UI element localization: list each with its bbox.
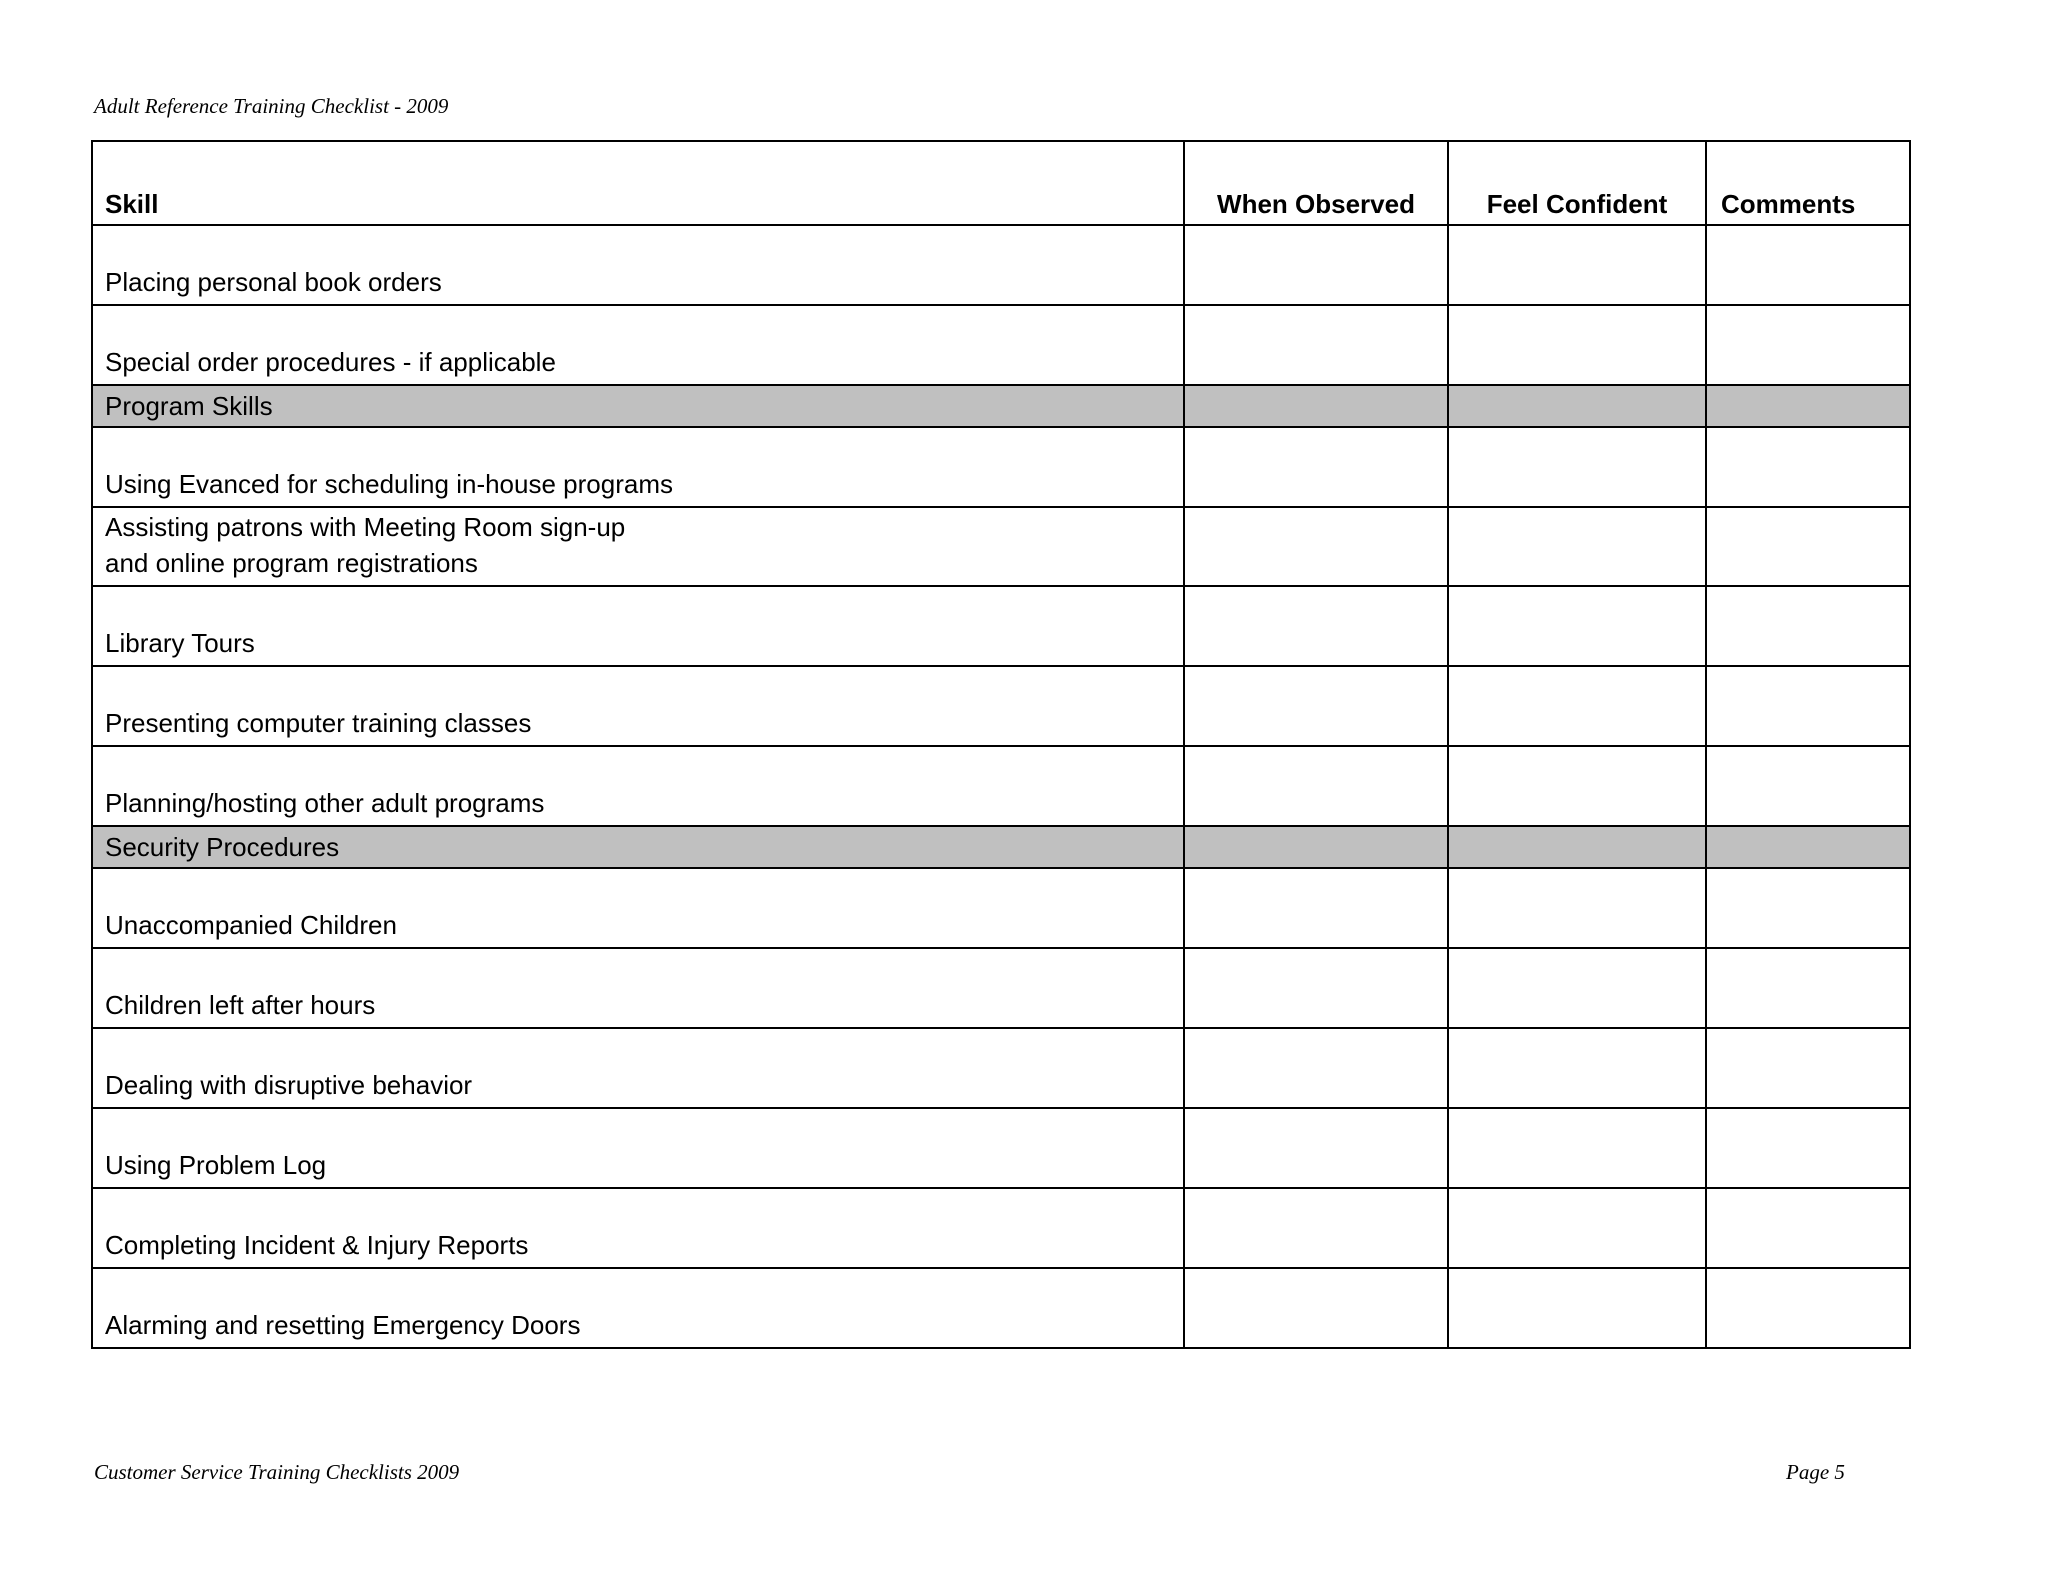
skill-label: Completing Incident & Injury Reports — [105, 1230, 529, 1260]
skill-label: Library Tours — [105, 628, 255, 658]
feel-confident-cell[interactable] — [1448, 1028, 1706, 1108]
training-checklist-table — [91, 140, 1911, 1349]
comments-cell[interactable] — [1706, 427, 1910, 507]
skill-label: Unaccompanied Children — [105, 910, 397, 940]
when-observed-cell[interactable] — [1184, 666, 1448, 746]
page-header-title: Adult Reference Training Checklist - 2009 — [94, 94, 449, 118]
table-row — [92, 1188, 1910, 1268]
section-empty-cell — [1706, 385, 1910, 427]
column-header-when-observed: When Observed — [1184, 141, 1448, 225]
skill-cell — [92, 666, 1184, 746]
comments-cell[interactable] — [1706, 868, 1910, 948]
table-row — [92, 948, 1910, 1028]
skill-cell — [92, 746, 1184, 826]
feel-confident-cell[interactable] — [1448, 1108, 1706, 1188]
table-row — [92, 225, 1910, 305]
feel-confident-cell[interactable] — [1448, 868, 1706, 948]
skill-cell — [92, 1108, 1184, 1188]
when-observed-cell[interactable] — [1184, 586, 1448, 666]
comments-cell[interactable] — [1706, 1188, 1910, 1268]
skill-label: Using Evanced for scheduling in-house programs — [105, 469, 673, 499]
comments-cell[interactable] — [1706, 586, 1910, 666]
comments-cell[interactable] — [1706, 666, 1910, 746]
comments-cell[interactable] — [1706, 1268, 1910, 1348]
when-observed-cell[interactable] — [1184, 1188, 1448, 1268]
when-observed-cell[interactable] — [1184, 1028, 1448, 1108]
section-row-security-procedures — [92, 826, 1910, 868]
section-empty-cell — [1184, 826, 1448, 868]
section-empty-cell — [1448, 826, 1706, 868]
comments-cell[interactable] — [1706, 1028, 1910, 1108]
table-row — [92, 507, 1910, 586]
feel-confident-cell[interactable] — [1448, 746, 1706, 826]
when-observed-cell[interactable] — [1184, 507, 1448, 586]
skill-label: Using Problem Log — [105, 1150, 327, 1180]
comments-cell[interactable] — [1706, 1108, 1910, 1188]
when-observed-cell[interactable] — [1184, 1108, 1448, 1188]
comments-cell[interactable] — [1706, 305, 1910, 385]
table-row — [92, 586, 1910, 666]
when-observed-cell[interactable] — [1184, 746, 1448, 826]
feel-confident-cell[interactable] — [1448, 305, 1706, 385]
comments-cell[interactable] — [1706, 225, 1910, 305]
skill-cell — [92, 1028, 1184, 1108]
section-empty-cell — [1448, 385, 1706, 427]
feel-confident-cell[interactable] — [1448, 1268, 1706, 1348]
when-observed-cell[interactable] — [1184, 225, 1448, 305]
skill-cell — [92, 225, 1184, 305]
page-number: Page 5 — [1786, 1460, 1845, 1484]
section-title — [92, 385, 1184, 427]
table-row — [92, 666, 1910, 746]
skill-cell — [92, 1188, 1184, 1268]
when-observed-cell[interactable] — [1184, 948, 1448, 1028]
section-title — [92, 826, 1184, 868]
feel-confident-cell[interactable] — [1448, 1188, 1706, 1268]
when-observed-cell[interactable] — [1184, 427, 1448, 507]
when-observed-cell[interactable] — [1184, 1268, 1448, 1348]
feel-confident-cell[interactable] — [1448, 948, 1706, 1028]
table-row — [92, 305, 1910, 385]
comments-cell[interactable] — [1706, 746, 1910, 826]
skill-cell — [92, 305, 1184, 385]
skill-cell — [92, 868, 1184, 948]
feel-confident-cell[interactable] — [1448, 586, 1706, 666]
page-footer-title: Customer Service Training Checklists 2009 — [94, 1460, 460, 1484]
skill-cell — [92, 948, 1184, 1028]
feel-confident-cell[interactable] — [1448, 225, 1706, 305]
when-observed-cell[interactable] — [1184, 868, 1448, 948]
skill-cell — [92, 1268, 1184, 1348]
skill-label-line-2: and online program registrations — [105, 548, 478, 578]
column-header-skill: Skill — [92, 141, 1184, 225]
skill-cell — [92, 427, 1184, 507]
feel-confident-cell[interactable] — [1448, 507, 1706, 586]
section-empty-cell — [1706, 826, 1910, 868]
skill-label-line-1: Assisting patrons with Meeting Room sign-up — [105, 512, 626, 542]
skill-label: Special order procedures - if applicable — [105, 347, 556, 377]
skill-label: Alarming and resetting Emergency Doors — [105, 1310, 581, 1340]
table-row — [92, 746, 1910, 826]
section-label: Program Skills — [105, 391, 273, 421]
feel-confident-cell[interactable] — [1448, 666, 1706, 746]
column-header-feel-confident: Feel Confident — [1448, 141, 1706, 225]
skill-cell — [92, 507, 1184, 586]
table-row — [92, 868, 1910, 948]
skill-label: Presenting computer training classes — [105, 708, 532, 738]
table-row — [92, 1028, 1910, 1108]
skill-label: Placing personal book orders — [105, 267, 442, 297]
when-observed-cell[interactable] — [1184, 305, 1448, 385]
column-header-comments: Comments — [1706, 141, 1910, 225]
feel-confident-cell[interactable] — [1448, 427, 1706, 507]
comments-cell[interactable] — [1706, 948, 1910, 1028]
table-row — [92, 1108, 1910, 1188]
skill-label: Dealing with disruptive behavior — [105, 1070, 473, 1100]
table-row — [92, 1268, 1910, 1348]
table-header-row — [92, 141, 1910, 225]
comments-cell[interactable] — [1706, 507, 1910, 586]
section-row-program-skills — [92, 385, 1910, 427]
skill-cell — [92, 586, 1184, 666]
section-empty-cell — [1184, 385, 1448, 427]
table-row — [92, 427, 1910, 507]
skill-label: Planning/hosting other adult programs — [105, 788, 545, 818]
skill-label: Children left after hours — [105, 990, 376, 1020]
section-label: Security Procedures — [105, 832, 340, 862]
